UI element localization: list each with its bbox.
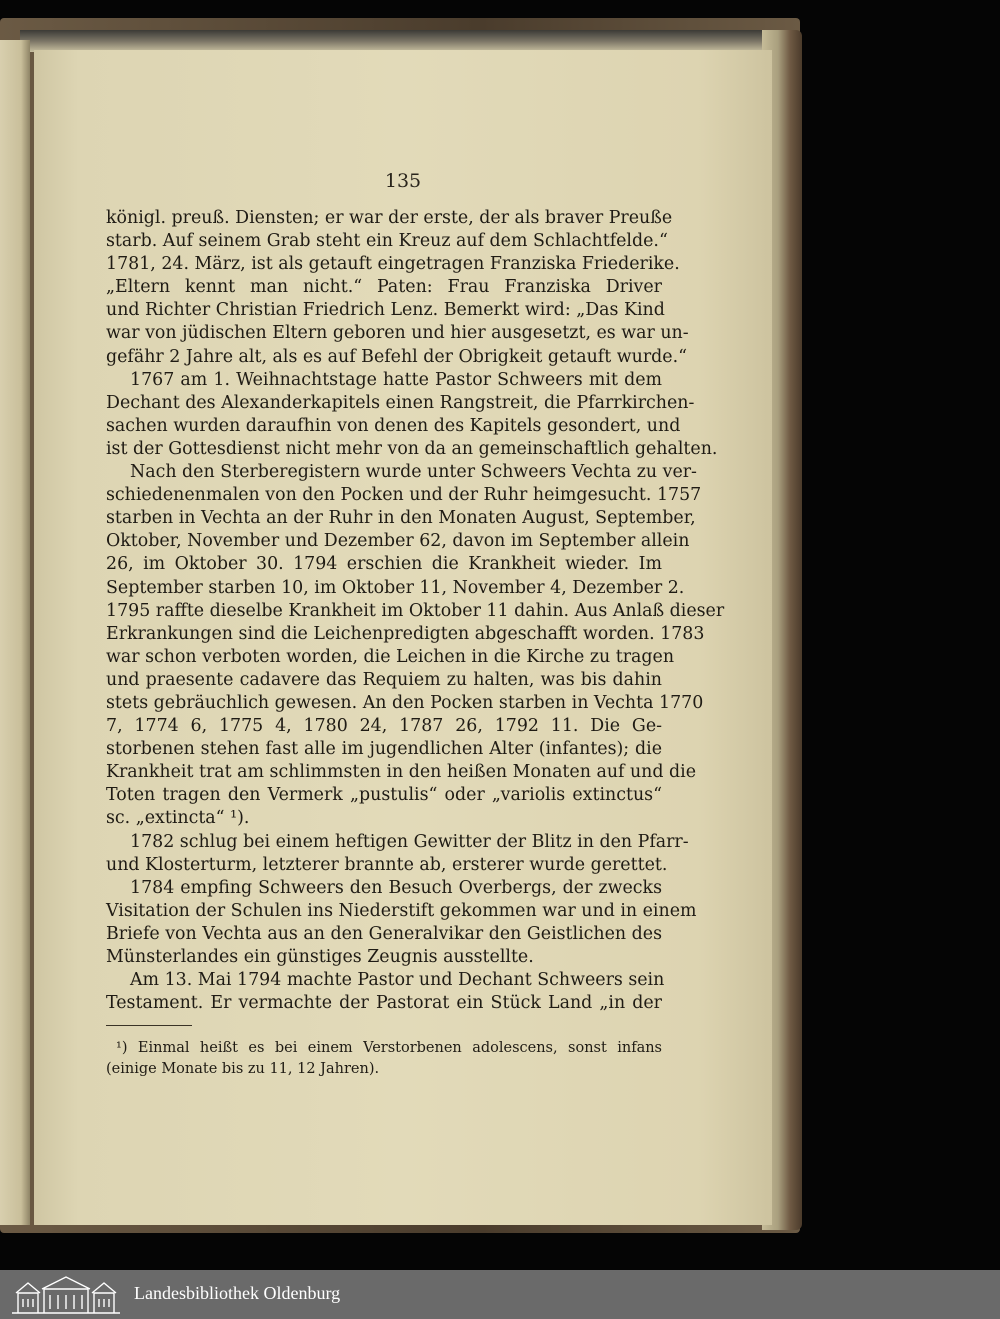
footnote-divider [106,1025,192,1026]
text-line: stets gebräuchlich gewesen. An den Pocken starben in Vechta 1770 [106,692,704,713]
text-line: Am 13. Mai 1794 machte Pastor und Dechant Schweers sein [130,970,665,991]
text-line: sc. „extincta“ ¹). [106,808,250,829]
text-line: 1784 empfing Schweers den Besuch Overbergs, der zwecks [130,877,662,898]
text-line: 1767 am 1. Weihnachtstage hatte Pastor Schweers mit dem [130,369,662,390]
text-line: Oktober, November und Dezember 62, davon im September allein [106,531,690,552]
text-line: 26, im Oktober 30. 1794 erschien die Krankheit wieder. Im [106,554,662,575]
text-line: Testament. Er vermachte der Pastorat ein Stück Land „in der [106,993,662,1014]
text-line: Dechant des Alexanderkapitels einen Rangstreit, die Pfarrkirchen- [106,392,695,413]
text-line: Toten tragen den Vermerk „pustulis“ oder „variolis extinctus“ [106,785,662,806]
text-line: und praesente cadavere das Requiem zu halten, was bis dahin [106,669,662,690]
page-number: 135 [384,170,422,192]
text-line: „Eltern kennt man nicht.“ Paten: Frau Franziska Driver [106,277,662,298]
text-line: Erkrankungen sind die Leichenpredigten abgeschafft worden. 1783 [106,623,705,644]
text-line: 7, 1774 6, 1775 4, 1780 24, 1787 26, 1792 11. Die Ge- [106,716,662,737]
text-line: und Richter Christian Friedrich Lenz. Bemerkt wird: „Das Kind [106,300,665,321]
book-page [34,50,772,1225]
text-line: königl. preuß. Diensten; er war der erste, der als braver Preuße [106,208,673,228]
body-text [106,207,725,1015]
footnote-line: (einige Monate bis zu 11, 12 Jahren). [106,1061,380,1077]
text-line: September starben 10, im Oktober 11, November 4, Dezember 2. [106,577,685,598]
text-line: 1781, 24. März, ist als getauft eingetragen Franziska Friederike. [106,254,680,275]
page-top-edge [20,30,780,52]
text-line: Briefe von Vechta aus an den Generalvikar den Geistlichen des [106,923,662,944]
footnote [106,1038,662,1080]
text-line: ist der Gottesdienst nicht mehr von da an gemeinschaftlich gehalten. [106,438,718,459]
text-line: Krankheit trat am schlimmsten in den heißen Monaten auf und die [106,762,697,783]
library-name: Landesbibliothek Oldenburg [134,1283,341,1303]
text-line: gefähr 2 Jahre alt, als es auf Befehl der Obrigkeit getauft wurde.“ [106,346,688,367]
library-footer-bar [0,1270,1000,1319]
left-page-edge [0,40,30,1225]
text-line: Münsterlandes ein günstiges Zeugnis ausstellte. [106,947,534,967]
text-line: starb. Auf seinem Grab steht ein Kreuz auf dem Schlachtfelde.“ [106,231,668,252]
text-line: Visitation der Schulen ins Niederstift gekommen war und in einem [106,900,697,921]
text-line: war schon verboten worden, die Leichen in die Kirche zu tragen [106,646,675,667]
library-building-logo-icon [8,1275,124,1315]
text-line: und Klosterturm, letzterer brannte ab, ersterer wurde gerettet. [106,854,668,875]
footnote-line: ¹) Einmal heißt es bei einem Verstorbenen adolescens, sonst infans [116,1040,662,1056]
text-line: 1795 raffte dieselbe Krankheit im Oktober 11 dahin. Aus Anlaß dieser [106,600,725,621]
text-line: sachen wurden daraufhin von denen des Kapitels gesondert, und [106,415,681,436]
text-line: war von jüdischen Eltern geboren und hier ausgesetzt, es war un- [106,323,689,344]
text-line: storbenen stehen fast alle im jugendlichen Alter (infantes); die [106,739,662,760]
text-line: 1782 schlug bei einem heftigen Gewitter der Blitz in den Pfarr- [130,831,689,852]
text-line: schiedenenmalen von den Pocken und der Ruhr heimgesucht. 1757 [106,485,702,506]
text-line: starben in Vechta an der Ruhr in den Monaten August, September, [106,508,696,529]
text-line: Nach den Sterberegistern wurde unter Schweers Vechta zu ver- [130,462,697,483]
